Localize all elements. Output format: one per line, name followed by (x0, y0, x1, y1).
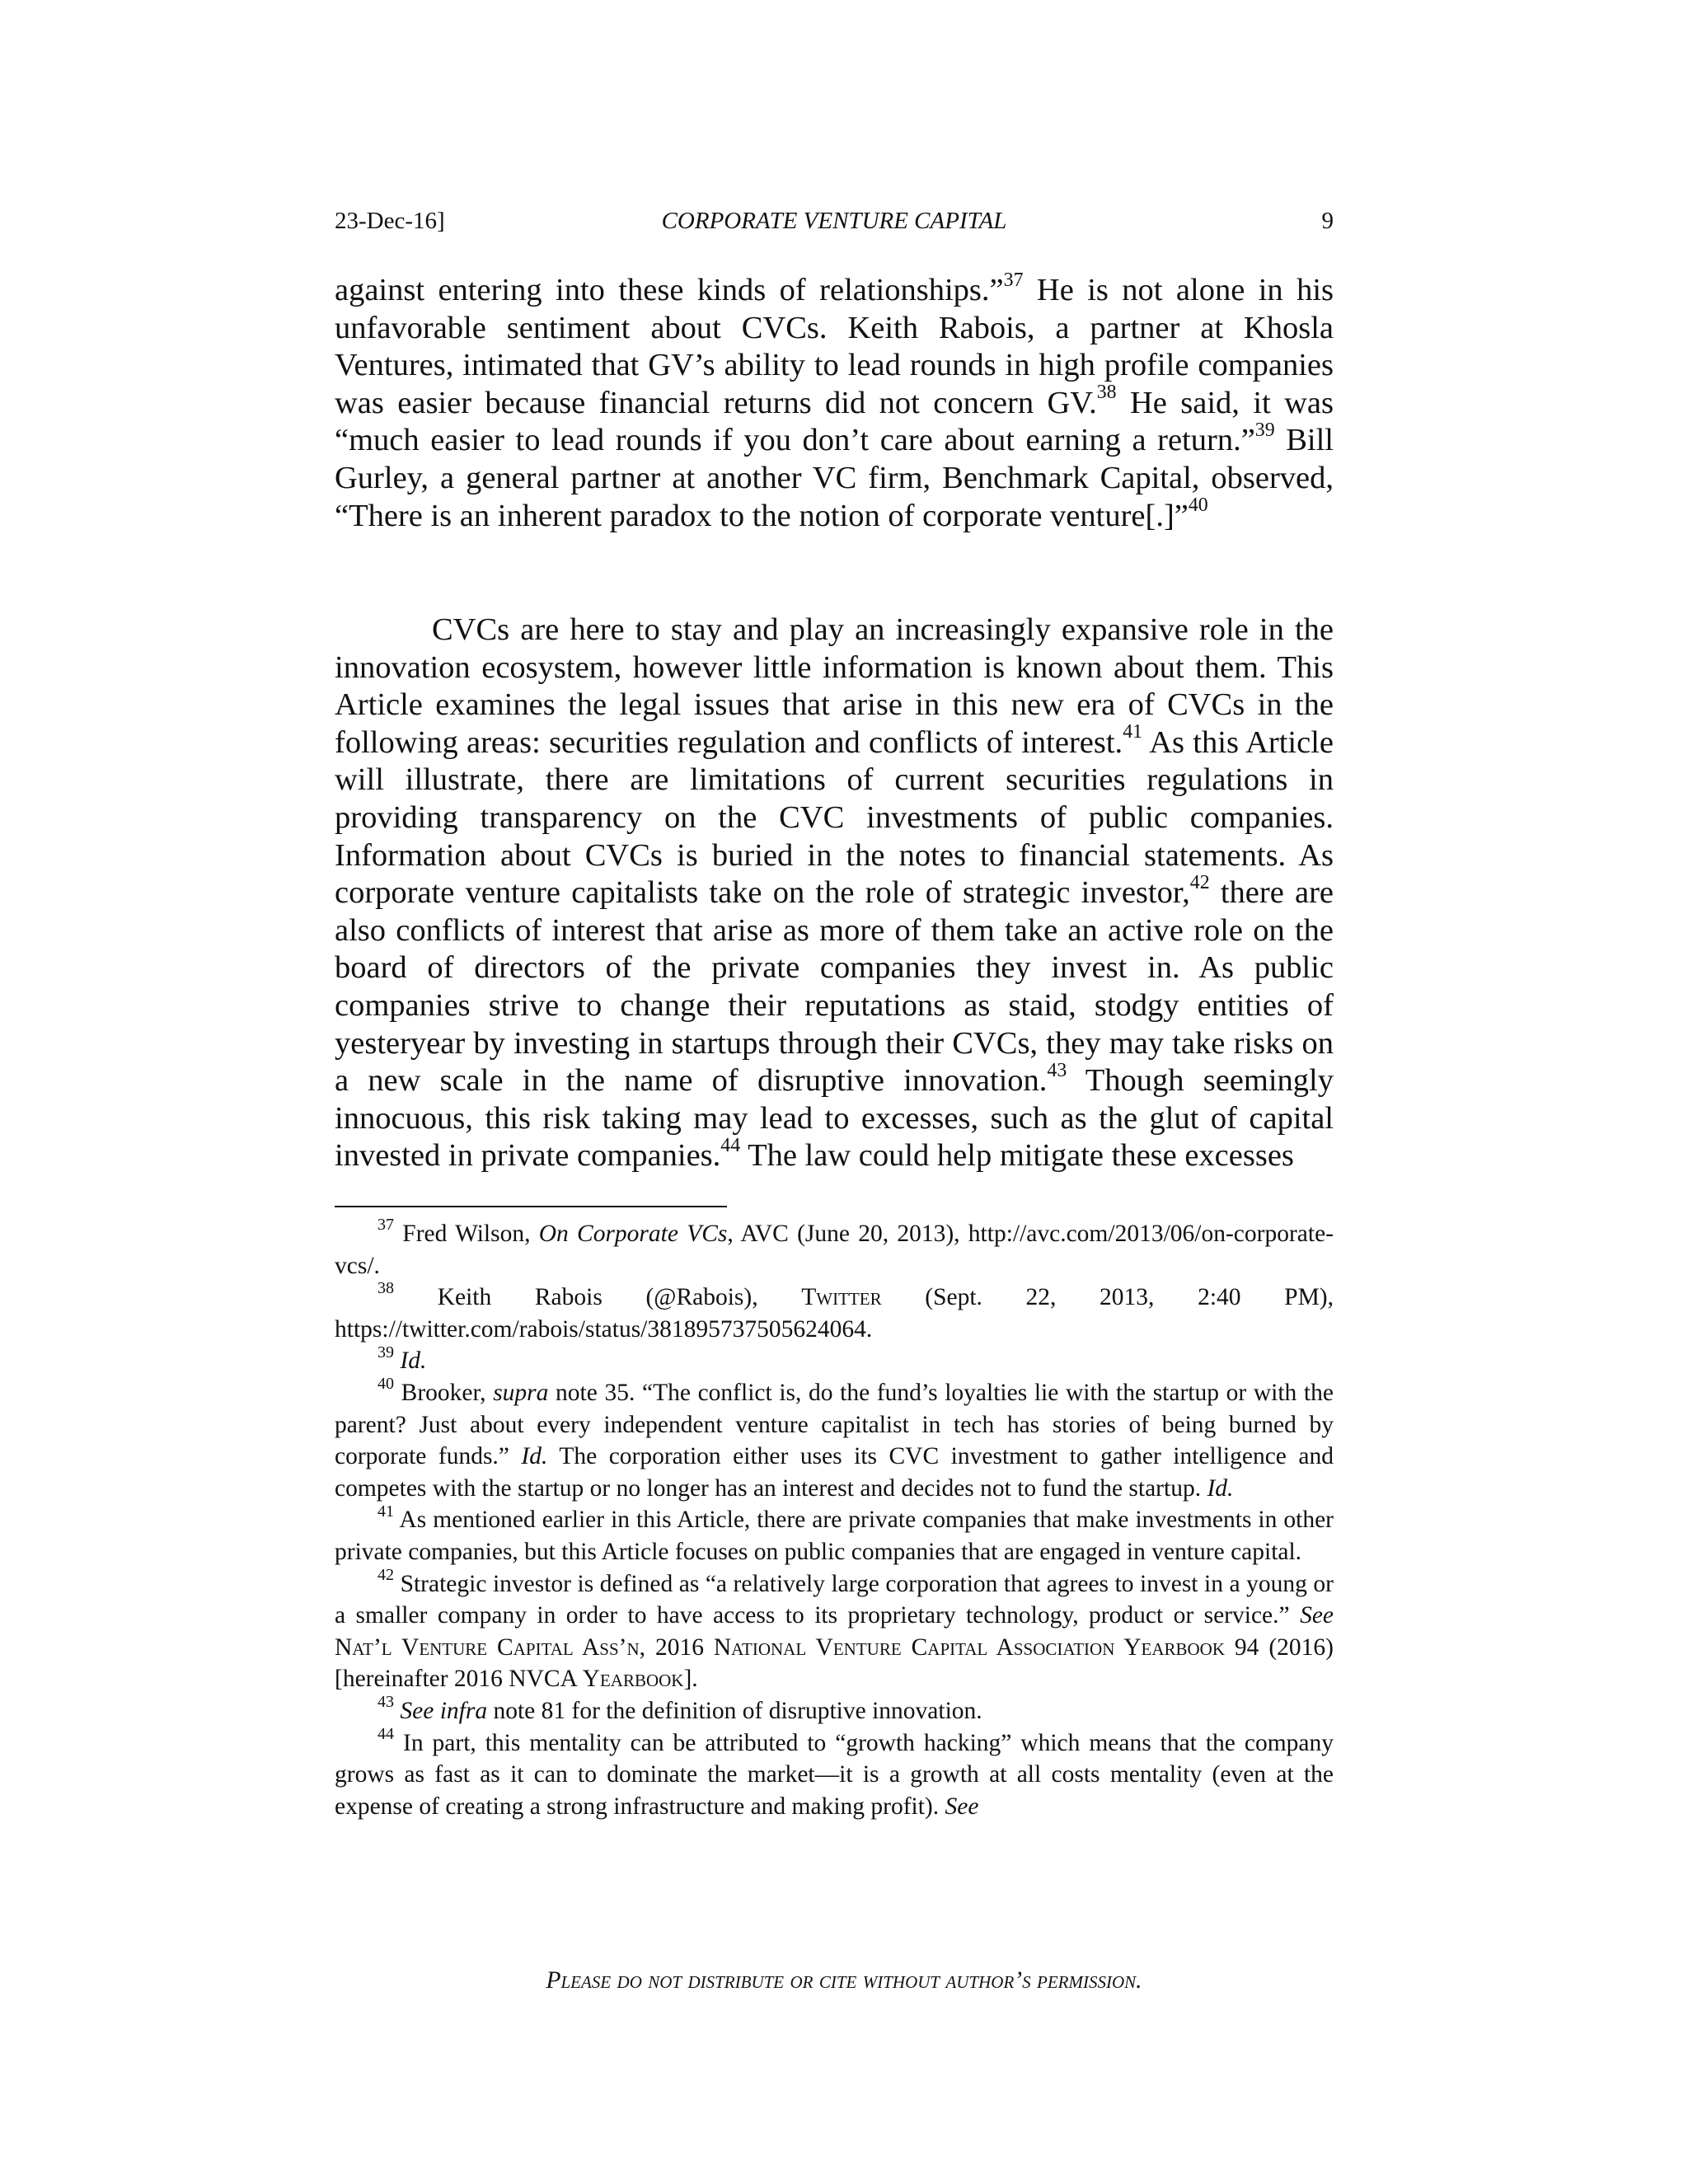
footnote-text: Fred Wilson, (394, 1221, 539, 1247)
footnote-43 (335, 1695, 1334, 1727)
text-run: He is not alone in his unfavorable sentiment about CVCs. Keith Rabois, a partner at Khosla Ventures, intimated that GV’s ability to lead rounds in high profile companies was easier because financial returns did not concern GV. (335, 273, 1334, 420)
footnote-text: 94 (2016) [hereinafter 2016 NVCA (335, 1633, 1334, 1693)
footnote-text: , AVC (June 20, 2013), http://avc.com/2013/06/on-corporate-vcs/. (335, 1221, 1334, 1279)
footnote-italic: Id. (521, 1443, 548, 1470)
body-paragraph-1 (335, 269, 1334, 535)
footnote-smallcaps: Twitter (801, 1284, 882, 1311)
text-run: CVCs are here to stay and play an increasingly expansive role in the innovation ecosystem, however little information is known about them. This Article examines the legal issues that arise in this new era of CVCs in the following areas: securities regulation and conflicts of interest. (335, 612, 1334, 760)
footnote-italic: Id. (400, 1347, 427, 1375)
footnote-number: 38 (377, 1279, 395, 1298)
footnote-text: Strategic investor is defined as “a relatively large corporation that agrees to invest in a young or a smaller company in order to have access to its proprietary technology, product or service.” (335, 1570, 1334, 1629)
footnote-italic: On Corporate VCs (538, 1221, 728, 1247)
footnote-number: 43 (377, 1693, 395, 1712)
footnotes-section (335, 1218, 1334, 1822)
footnote-text: note 81 for the definition of disruptive innovation. (487, 1697, 982, 1724)
distribution-notice: Please do not distribute or cite without author’s permission. (546, 1967, 1142, 1994)
footnote-italic: Id. (1207, 1474, 1234, 1502)
footnote-39 (335, 1345, 1334, 1377)
footnote-number: 41 (377, 1502, 395, 1521)
text-run: The law could help mitigate these excesses (740, 1138, 1294, 1174)
footnote-italic: supra (493, 1379, 549, 1406)
footnote-text: ]. (683, 1666, 698, 1693)
body-paragraph-2 (335, 612, 1334, 1175)
footnote-number: 42 (377, 1565, 395, 1584)
text-run: Though seemingly innocuous, this risk taking may lead to excesses, such as the glut of capital invested in private companies. (335, 1063, 1334, 1174)
header-title: CORPORATE VENTURE CAPITAL (661, 208, 1007, 234)
footnote-divider (335, 1206, 727, 1207)
footnote-italic: See (945, 1793, 979, 1820)
footnote-37 (335, 1218, 1334, 1282)
footnote-number: 44 (377, 1724, 395, 1743)
footnote-ref[interactable]: 42 (1189, 871, 1210, 893)
footnote-ref[interactable]: 37 (1003, 269, 1024, 291)
footnote-smallcaps: Nat’l Venture Capital Ass’n, 2016 National Venture Capital Association Yearbook (335, 1633, 1225, 1661)
footnote-number: 37 (377, 1216, 395, 1235)
footnote-text: (Sept. 22, 2013, 2:40 PM), https://twitter.com/rabois/status/381895737505624064. (335, 1284, 1334, 1343)
footnote-ref[interactable]: 39 (1254, 419, 1275, 441)
footnote-text: note 35. “The conflict is, do the fund’s loyalties lie with the startup or with the parent? Just about every independent venture capitalist in tech has stories of being burned by corporate funds.” (335, 1379, 1334, 1470)
footnote-text: The corporation either uses its CVC investment to gather intelligence and competes with the startup or no longer has an interest and decides not to fund the startup. (335, 1443, 1334, 1502)
text-run: He said, it was “much easier to lead rounds if you don’t care about earning a return.” (335, 385, 1334, 458)
footnote-text: In part, this mentality can be attributed to “growth hacking” which means that the company grows as fast as it can to dominate the market—it is a growth at all costs mentality (even at the expense of creating a strong infrastructure and making profit). (335, 1729, 1334, 1820)
text-run: there are also conflicts of interest that arise as more of them take an active role on the board of directors of the private companies they invest in. As public companies strive to change their reputations as staid, stodgy entities of yesteryear by investing in startups through their CVCs, they may take risks on a new scale in the name of disruptive innovation. (335, 875, 1334, 1099)
text-run: As this Article will illustrate, there are limitations of current securities regulations in providing transparency on the CVC investments of public companies. Information about CVCs is buried in the notes to financial statements. As corporate venture capitalists take on the role of strategic investor, (335, 724, 1334, 911)
footnote-ref[interactable]: 44 (720, 1134, 741, 1156)
footnote-ref[interactable]: 43 (1047, 1059, 1067, 1081)
footnote-ref[interactable]: 38 (1096, 382, 1117, 404)
footnote-text: Keith Rabois (@Rabois), (394, 1284, 802, 1311)
page-number: 9 (1321, 208, 1334, 234)
text-run: against entering into these kinds of relationships.” (335, 273, 1004, 307)
footnote-italic: See infra (400, 1697, 488, 1724)
text-run: Bill Gurley, a general partner at another VC firm, Benchmark Capital, observed, “There is an inherent paradox to the notion of corporate venture[.]” (335, 423, 1334, 533)
footnote-40 (335, 1377, 1334, 1504)
footnote-44 (335, 1724, 1334, 1823)
footnote-number: 39 (377, 1343, 395, 1361)
header-date: 23-Dec-16] (335, 208, 445, 234)
footnote-42 (335, 1565, 1334, 1695)
footnote-41 (335, 1504, 1334, 1568)
footnote-italic: See (1300, 1602, 1334, 1629)
footnote-text: As mentioned earlier in this Article, there are private companies that make investments in other private companies, but this Article focuses on public companies that are engaged in venture capital. (335, 1507, 1334, 1565)
footnote-smallcaps: Yearbook (582, 1666, 684, 1693)
footnote-38 (335, 1279, 1334, 1345)
footnote-ref[interactable]: 41 (1123, 721, 1143, 743)
footnote-number: 40 (377, 1375, 395, 1394)
footnote-text: Brooker, (394, 1379, 494, 1406)
footnote-ref[interactable]: 40 (1188, 494, 1208, 517)
